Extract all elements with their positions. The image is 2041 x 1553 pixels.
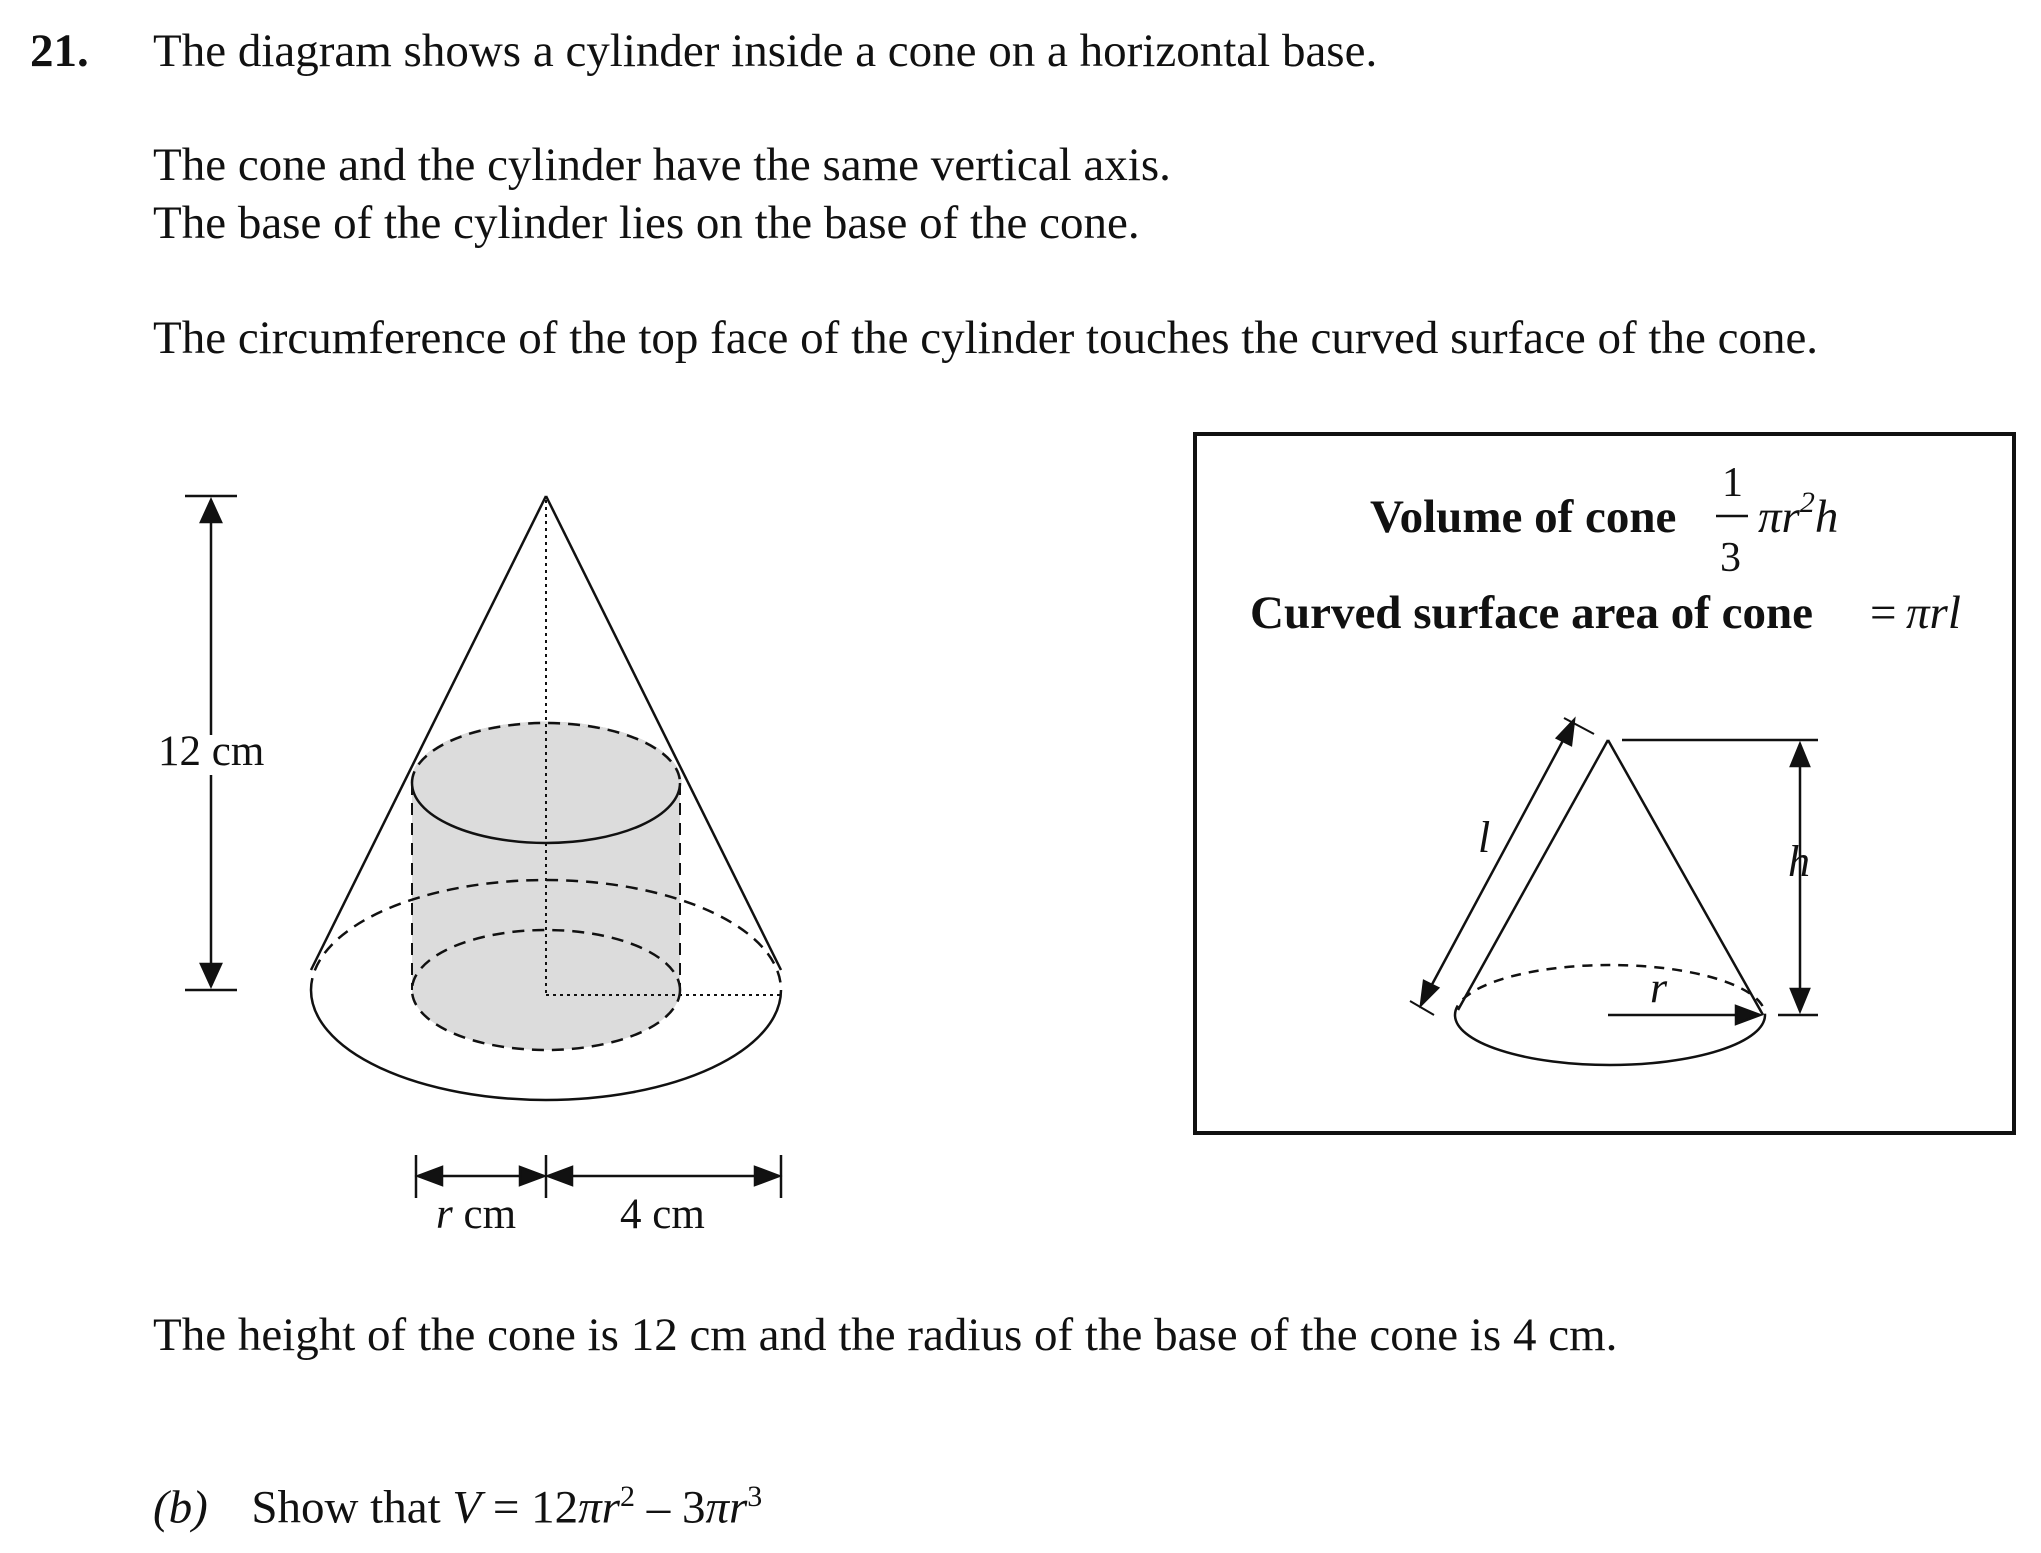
question-intro: The diagram shows a cylinder inside a cone on a horizontal base. [153,25,1378,77]
fraction-denominator: 3 [1720,535,1741,581]
csa-formula: πrl [1906,587,1961,639]
height-label: 12 cm [158,728,265,775]
pi-symbol-2: π [705,1481,729,1534]
volume-formula: $\pi r^2h$ [1758,486,1839,543]
var-v: V [452,1481,482,1534]
formula-box [1195,434,2014,1133]
pi-symbol: π [578,1481,602,1534]
cone-cylinder-diagram [158,496,781,1238]
reference-cone [1410,718,1818,1065]
height-h-label: h [1788,837,1810,886]
term2-coef: 3 [681,1481,706,1534]
base-statement: The base of the cylinder lies on the base of the cone. [153,197,1140,249]
volume-label: Volume of cone [1370,491,1677,543]
part-b-label: (b) [153,1481,208,1534]
exponent-3: 3 [747,1480,763,1513]
r-cm-label: r cm [436,1191,517,1238]
four-cm-label: 4 cm [620,1191,705,1238]
equals-sign: = [492,1481,520,1534]
csa-label: Curved surface area of cone [1250,587,1813,639]
slant-l-label: l [1478,813,1491,862]
csa-equals: = [1870,587,1897,639]
minus-sign: – [646,1481,671,1534]
given-statement: The height of the cone is 12 cm and the radius of the base of the cone is 4 cm. [153,1309,1618,1361]
exponent-2: 2 [619,1480,635,1513]
axis-statement: The cone and the cylinder have the same vertical axis. [153,139,1171,191]
fraction-numerator: 1 [1722,460,1743,506]
part-b-show-that: Show that [251,1481,441,1534]
question-number: 21. [30,25,89,77]
touch-statement: The circumference of the top face of the cylinder touches the curved surface of the cone. [153,312,1819,364]
var-r-2: r [729,1481,748,1534]
var-r: r [601,1481,620,1534]
term1-coef: 12 [531,1481,579,1534]
radius-r-label: r [1650,963,1668,1012]
